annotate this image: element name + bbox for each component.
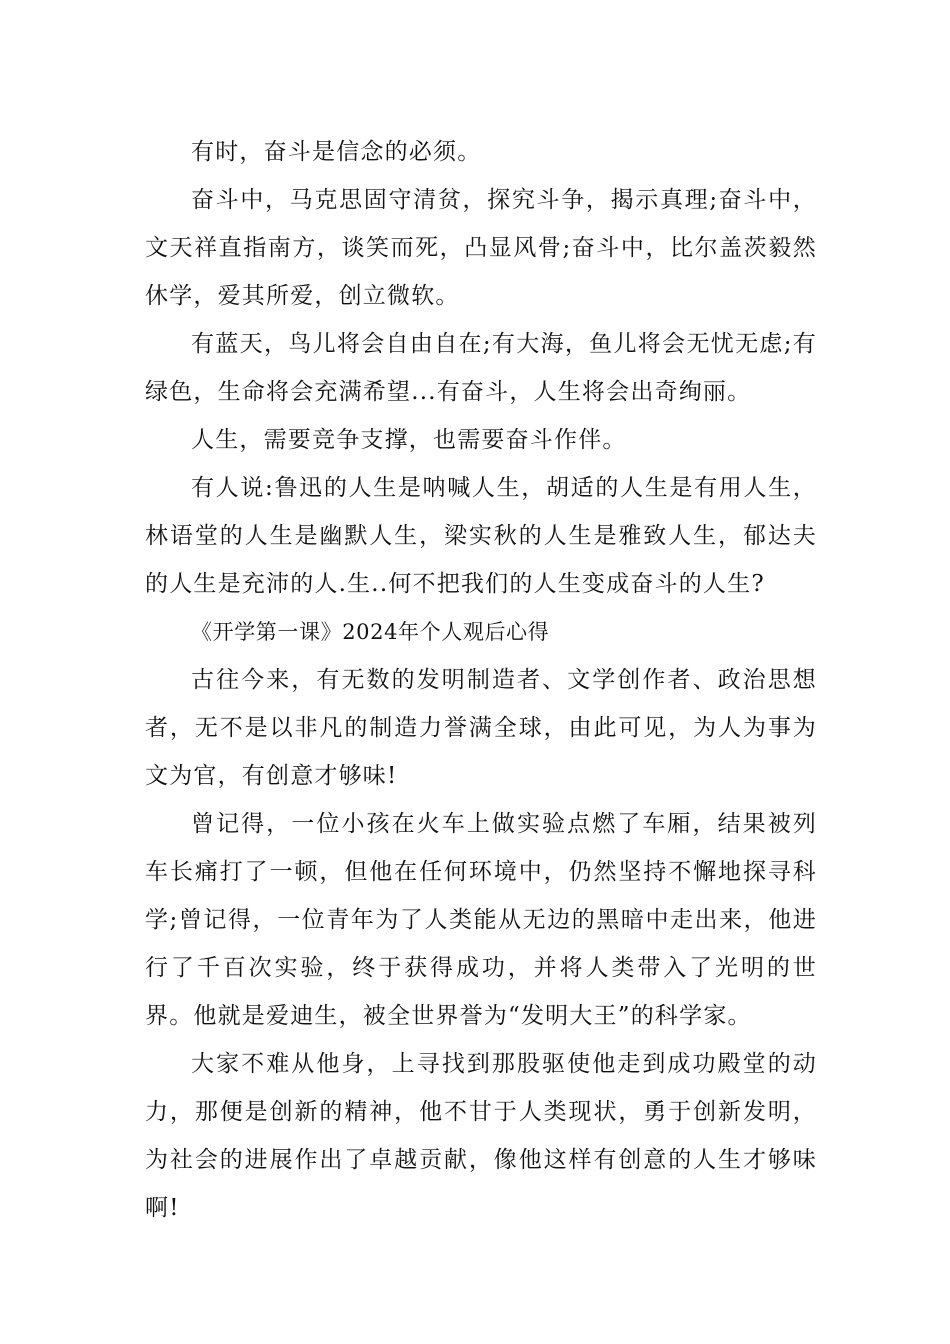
paragraph-1: 有时，奋斗是信念的必须。	[191, 139, 482, 165]
paragraph-6: 古往今来，有无数的发明制造者、文学创作者、政治思想者，无不是以非凡的制造力誉满全球，由此可见，为人为事为文为官，有创意才够味!	[145, 667, 817, 789]
document-body	[145, 128, 817, 1232]
paragraph-8: 大家不难从他身，上寻找到那股驱使他走到成功殿堂的动力，那便是创新的精神，他不甘于人类现状，勇于创新发明，为社会的进展作出了卓越贡献，像他这样有创意的人生才够味啊!	[145, 1051, 817, 1221]
section-title: 《开学第一课》2024年个人观后心得	[191, 620, 550, 644]
paragraph-2: 奋斗中，马克思固守清贫，探究斗争，揭示真理;奋斗中，文天祥直指南方，谈笑而死，凸显风骨;奋斗中，比尔盖茨毅然休学，爱其所爱，创立微软。	[145, 187, 817, 309]
paragraph-7: 曾记得，一位小孩在火车上做实验点燃了车厢，结果被列车长痛打了一顿，但他在任何环境中，仍然坚持不懈地探寻科学;曾记得，一位青年为了人类能从无边的黑暗中走出来，他进行了千百次实验，终于获得成功，并将人类带入了光明的世界。他就是爱迪生，被全世界誉为“发明大王”的科学家。	[145, 811, 817, 1029]
paragraph-4: 人生，需要竞争支撑，也需要奋斗作伴。	[191, 427, 627, 453]
paragraph-3: 有蓝天，鸟儿将会自由自在;有大海，鱼儿将会无忧无虑;有绿色，生命将会充满希望...有奋斗，人生将会出奇绚丽。	[145, 331, 817, 405]
paragraph-5: 有人说:鲁迅的人生是呐喊人生，胡适的人生是有用人生，林语堂的人生是幽默人生，梁实秋的人生是雅致人生，郁达夫的人生是充沛的人.生..何不把我们的人生变成奋斗的人生?	[145, 475, 817, 597]
